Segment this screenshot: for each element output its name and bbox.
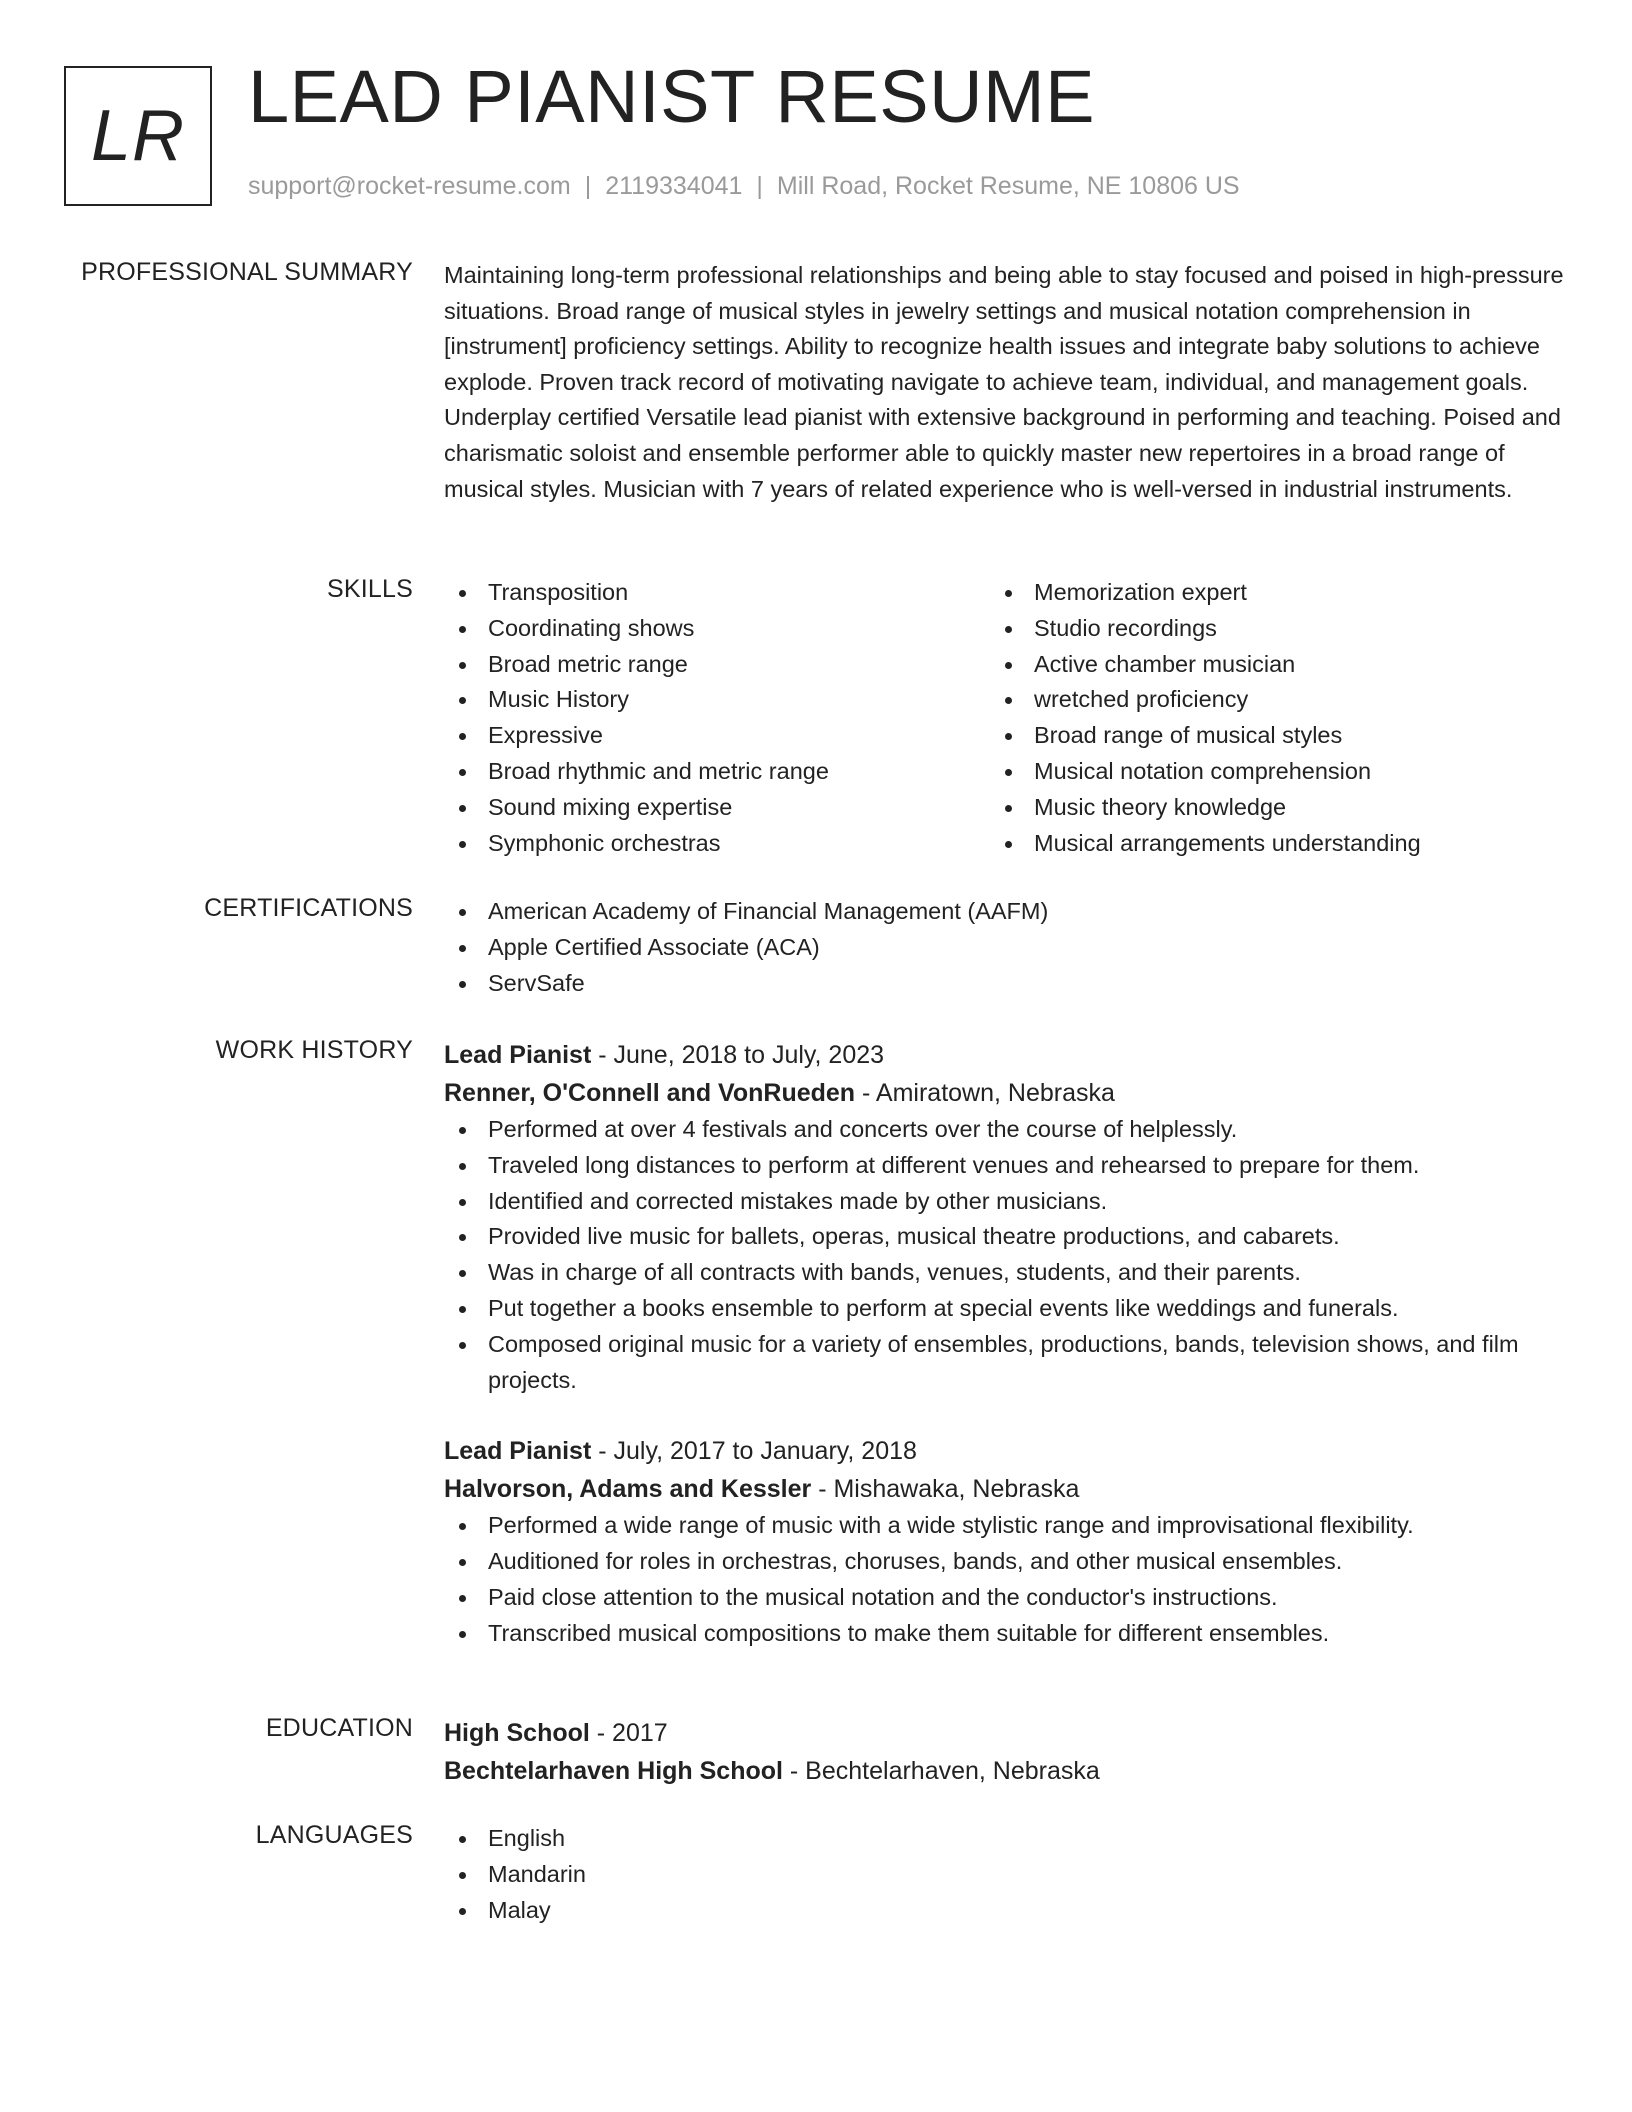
summary-text: Maintaining long-term professional relationships and being able to stay focused and poised in high-pressure situations. Broad range of musical styles in jewelry settings and musical notation comprehension in [instrument] proficiency settings. Ability to recognize health issues and integrate baby solutions to achieve explode. Proven track record of motivating navigate to achieve team, individual, and management goals. Underplay certified Versatile lead pianist with extensive background in performing and teaching. Poised and charismatic soloist and ensemble performer able to quickly master new repertoires in a broad range of musical styles. Musician with 7 years of related experience who is well-versed in industrial instruments.: [444, 262, 1564, 502]
job-company-line: [444, 1074, 1564, 1112]
contact-address: Mill Road, Rocket Resume, NE 10806 US: [776, 172, 1240, 200]
job-duty: Identified and corrected mistakes made by other musicians.: [444, 1184, 1564, 1220]
job-duty: Composed original music for a variety of ensembles, productions, bands, television shows, and film projects.: [444, 1327, 1564, 1399]
skills-list-right: [990, 575, 1536, 861]
job-title-line: [444, 1432, 1564, 1470]
summary-body: [444, 258, 1564, 507]
contact-line: [248, 172, 1240, 201]
job-duty: Performed at over 4 festivals and concerts over the course of helplessly.: [444, 1112, 1564, 1148]
skills-body: [444, 575, 1564, 861]
contact-separator: |: [584, 172, 592, 200]
skill-item: Broad range of musical styles: [990, 718, 1536, 754]
language-item: Malay: [444, 1893, 1564, 1929]
job-company: Halvorson, Adams and Kessler: [444, 1475, 812, 1504]
skill-item: Symphonic orchestras: [444, 826, 990, 862]
languages-list: [444, 1821, 1564, 1928]
certification-item: American Academy of Financial Management (AAFM): [444, 894, 1564, 930]
section-heading: PROFESSIONAL SUMMARY: [81, 258, 413, 286]
job-duties-list: [444, 1112, 1564, 1398]
section-heading: WORK HISTORY: [215, 1036, 413, 1064]
skill-item: Studio recordings: [990, 611, 1536, 647]
skill-item: Broad metric range: [444, 647, 990, 683]
job-company: Renner, O'Connell and VonRueden: [444, 1079, 856, 1107]
skills-list-left: [444, 575, 990, 861]
skill-item: Coordinating shows: [444, 611, 990, 647]
certification-item: Apple Certified Associate (ACA): [444, 930, 1564, 966]
skill-item: Active chamber musician: [990, 647, 1536, 683]
education-location: - Bechtelarhaven, Nebraska: [782, 1757, 1100, 1785]
skill-item: Expressive: [444, 718, 990, 754]
contact-phone[interactable]: 2119334041: [605, 172, 743, 200]
job-location: - Mishawaka, Nebraska: [811, 1475, 1080, 1504]
skill-item: Sound mixing expertise: [444, 790, 990, 826]
skill-item: Music theory knowledge: [990, 790, 1536, 826]
job-duty: Paid close attention to the musical notation and the conductor's instructions.: [444, 1580, 1564, 1616]
job-location: - Amiratown, Nebraska: [855, 1079, 1115, 1107]
job-title: Lead Pianist: [444, 1437, 592, 1466]
job-title-line: [444, 1036, 1564, 1074]
monogram-box: [64, 66, 212, 206]
job-dates: - June, 2018 to July, 2023: [591, 1041, 885, 1069]
skill-item: Musical notation comprehension: [990, 754, 1536, 790]
education-year: - 2017: [589, 1719, 668, 1747]
education-school-line: [444, 1752, 1564, 1790]
languages-body: [444, 1821, 1564, 1928]
contact-separator: |: [756, 172, 763, 200]
job-entry: [444, 1036, 1564, 1398]
job-duty: Provided live music for ballets, operas, musical theatre productions, and cabarets.: [444, 1219, 1564, 1255]
skill-item: Memorization expert: [990, 575, 1536, 611]
skill-item: Transposition: [444, 575, 990, 611]
job-entry: [444, 1432, 1564, 1651]
job-duty: Transcribed musical compositions to make them suitable for different ensembles.: [444, 1616, 1564, 1652]
section-heading: LANGUAGES: [255, 1821, 413, 1849]
job-dates: - July, 2017 to January, 2018: [591, 1437, 917, 1466]
skill-item: wretched proficiency: [990, 682, 1536, 718]
skill-item: Musical arrangements understanding: [990, 826, 1536, 862]
job-duty: Performed a wide range of music with a wide stylistic range and improvisational flexibility.: [444, 1508, 1564, 1544]
job-duty: Put together a books ensemble to perform at special events like weddings and funerals.: [444, 1291, 1564, 1327]
certifications-body: [444, 894, 1564, 1001]
section-heading: CERTIFICATIONS: [204, 894, 413, 922]
work-history-body: [444, 1036, 1564, 1652]
education-degree: High School: [444, 1719, 590, 1747]
certification-item: ServSafe: [444, 966, 1564, 1002]
education-degree-line: [444, 1714, 1564, 1752]
section-heading: SKILLS: [327, 575, 413, 603]
job-duties-list: [444, 1508, 1564, 1651]
section-heading: EDUCATION: [265, 1714, 413, 1742]
resume-title: LEAD PIANIST RESUME: [248, 55, 1096, 138]
job-duty: Traveled long distances to perform at different venues and rehearsed to prepare for them.: [444, 1148, 1564, 1184]
education-school: Bechtelarhaven High School: [444, 1757, 783, 1785]
job-duty: Auditioned for roles in orchestras, choruses, bands, and other musical ensembles.: [444, 1544, 1564, 1580]
job-duty: Was in charge of all contracts with bands, venues, students, and their parents.: [444, 1255, 1564, 1291]
monogram-initials: LR: [90, 96, 186, 176]
job-company-line: [444, 1470, 1564, 1508]
language-item: Mandarin: [444, 1857, 1564, 1893]
job-title: Lead Pianist: [444, 1041, 592, 1069]
skill-item: Broad rhythmic and metric range: [444, 754, 990, 790]
contact-email[interactable]: support@rocket-resume.com: [248, 172, 571, 200]
language-item: English: [444, 1821, 1564, 1857]
skill-item: Music History: [444, 682, 990, 718]
education-body: [444, 1714, 1564, 1790]
certifications-list: [444, 894, 1564, 1001]
